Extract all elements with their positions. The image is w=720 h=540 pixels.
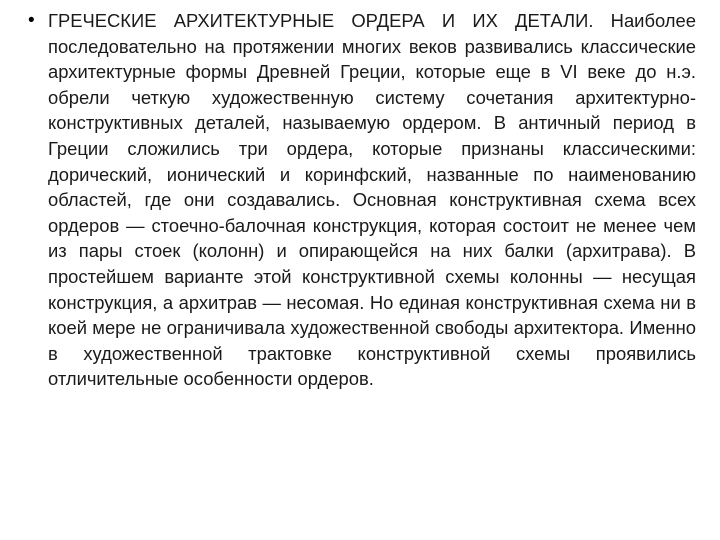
bullet-icon: • [28,10,35,31]
body-paragraph: ГРЕЧЕСКИЕ АРХИТЕКТУРНЫЕ ОРДЕРА И ИХ ДЕТАЛИ. Наиболее последовательно на протяжении многих веков развивались классические архитектурные формы Древней Греции, которые еще в VI веке до н.э. обрели четкую художественную систему сочетания архитектурно- конструктивных деталей, называемую ордером. В античный период в Греции сложились три ордера, которые признаны классическими: дорический, ионический и коринфский, названные по наименованию областей, где они создавались. Основная конструктивная схема всех ордеров — стоечно-балочная конструкция, которая состоит не менее чем из пары стоек (колонн) и опирающейся на них балки (архитрава). В простейшем варианте этой конструктивной схемы колонны — несущая конструкция, а архитрав — несомая. Но единая конструктивная схема ни в коей мере не ограничивала художественной свободы архитектора. Именно в художественной трактовке конструктивной схемы проявились отличительные особенности ордеров. [48,10,696,390]
bullet-list-item [28,8,696,392]
